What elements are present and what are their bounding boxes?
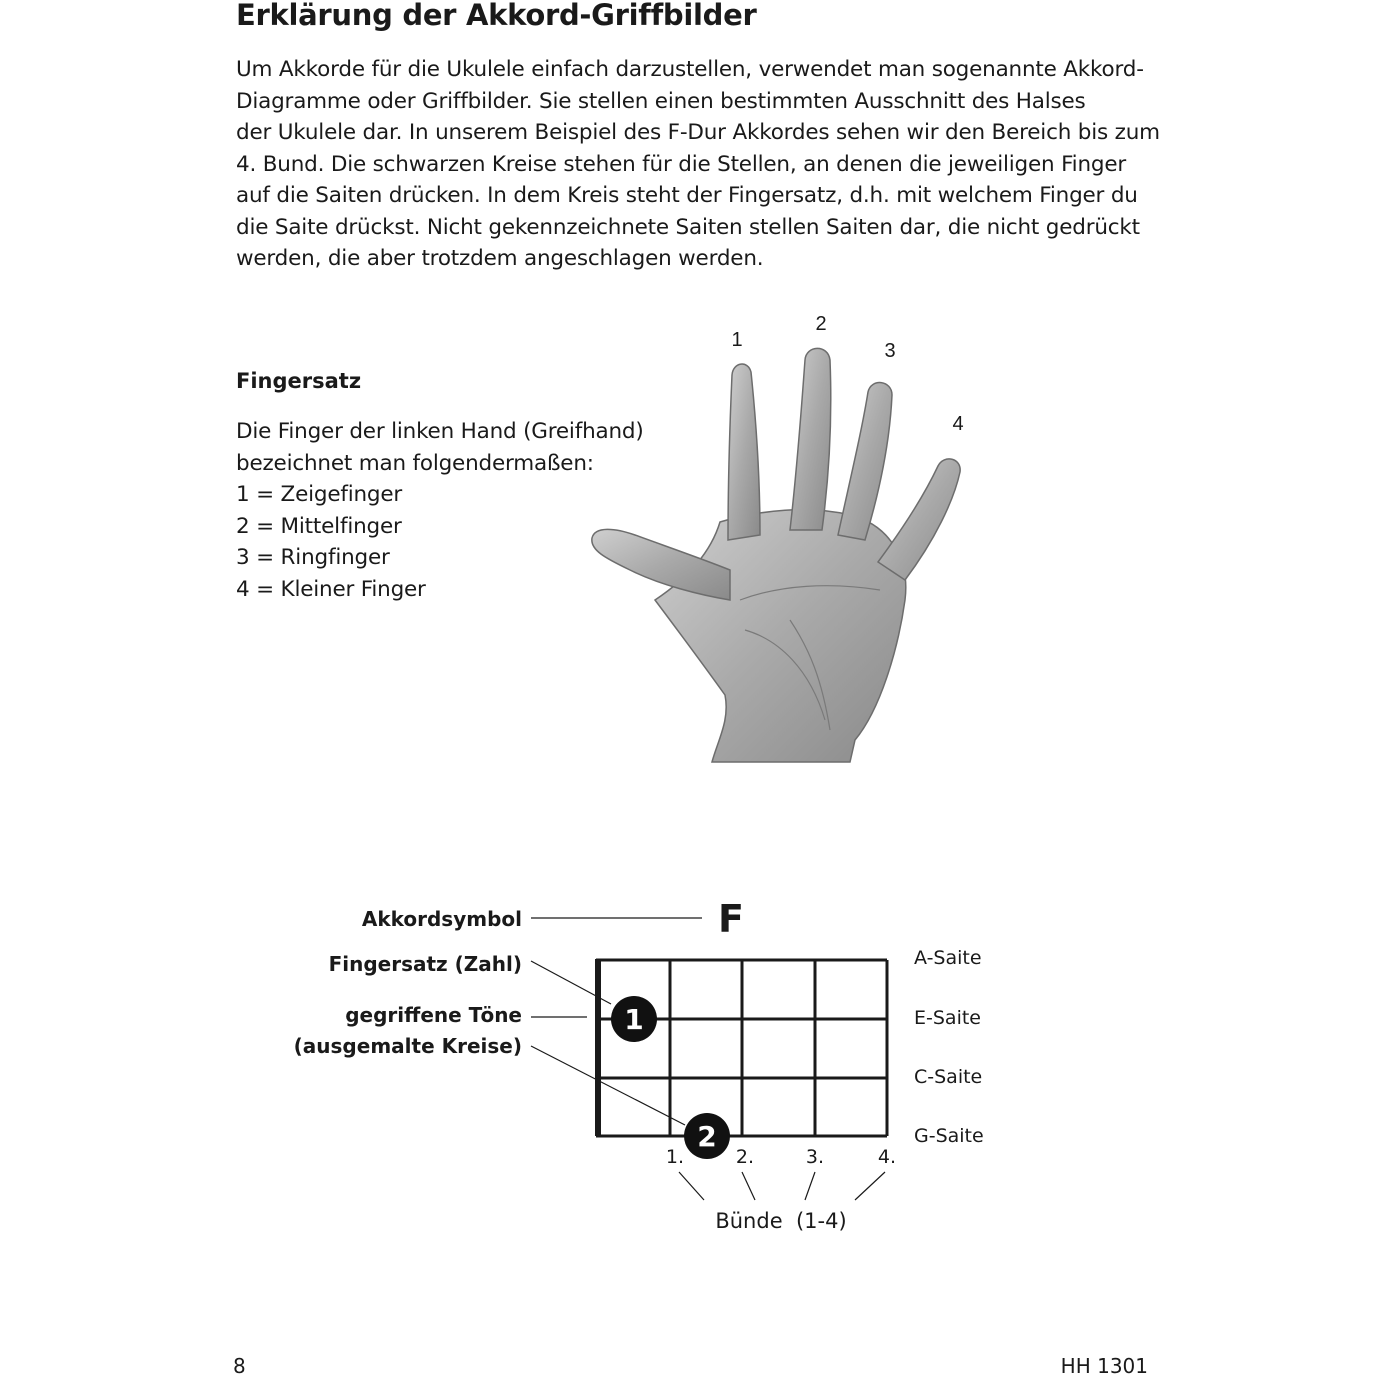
intro-line: 4. Bund. Die schwarzen Kreise stehen für die Stellen, an denen die jeweiligen Finger bbox=[236, 151, 1127, 177]
fretboard bbox=[596, 959, 887, 1136]
hand-label-2: 2 bbox=[815, 313, 827, 335]
intro-line: der Ukulele dar. In unserem Beispiel des F-Dur Akkordes sehen wir den Bereich bis zum bbox=[236, 120, 1160, 145]
finger-dot-2 bbox=[684, 1113, 730, 1159]
fingersatz-line: 2 = Mittelfinger bbox=[236, 513, 402, 539]
page-title: Erklärung der Akkord-Griffbilder bbox=[236, 0, 757, 32]
label-ausgemalte-kreise: (ausgemalte Kreise) bbox=[293, 1034, 522, 1058]
intro-line: die Saite drückst. Nicht gekennzeichnete Saiten stellen Saiten dar, die nicht gedrückt bbox=[236, 214, 1140, 240]
label-fingersatz: Fingersatz (Zahl) bbox=[328, 952, 522, 976]
string-label-c: C-Saite bbox=[914, 1066, 983, 1088]
fingersatz-line: 4 = Kleiner Finger bbox=[236, 576, 426, 602]
hand-illustration bbox=[560, 300, 1000, 770]
fingersatz-line: bezeichnet man folgendermaßen: bbox=[236, 450, 594, 476]
frets-caption: Bünde (1-4) bbox=[715, 1209, 847, 1233]
chord-symbol: F bbox=[718, 897, 744, 941]
page-number: 8 bbox=[233, 1354, 246, 1378]
intro-line: Um Akkorde für die Ukulele einfach darzustellen, verwendet man sogenannte Akkord- bbox=[236, 57, 1144, 82]
hand-shape bbox=[592, 348, 960, 762]
intro-paragraph bbox=[236, 54, 1160, 275]
hand-label-4: 4 bbox=[952, 413, 964, 435]
finger-dot-1-number: 1 bbox=[624, 1003, 644, 1036]
intro-line: Diagramme oder Griffbilder. Sie stellen einen bestimmten Ausschnitt des Halses bbox=[236, 88, 1086, 114]
fingersatz-line: 1 = Zeigefinger bbox=[236, 482, 403, 507]
string-label-e: E-Saite bbox=[914, 1007, 981, 1029]
finger-dot-1 bbox=[611, 996, 657, 1042]
finger-dot-2-number: 2 bbox=[697, 1120, 717, 1153]
label-akkordsymbol: Akkordsymbol bbox=[361, 907, 522, 931]
fingersatz-line: 3 = Ringfinger bbox=[236, 545, 390, 570]
intro-line: werden, die aber trotzdem angeschlagen werden. bbox=[236, 246, 764, 271]
fingersatz-line: Die Finger der linken Hand (Greifhand) bbox=[236, 419, 644, 444]
publication-code: HH 1301 bbox=[1060, 1354, 1148, 1378]
fret-pointer-lines bbox=[679, 1172, 885, 1200]
string-label-g: G-Saite bbox=[914, 1125, 984, 1147]
fret-label-1: 1. bbox=[665, 1146, 685, 1168]
label-gegriffene-toene: gegriffene Töne bbox=[345, 1003, 522, 1027]
chord-diagram bbox=[0, 880, 1377, 1250]
hand-label-1: 1 bbox=[731, 329, 743, 351]
fret-label-2: 2. bbox=[735, 1146, 755, 1168]
intro-line: auf die Saiten drücken. In dem Kreis steht der Fingersatz, d.h. mit welchem Finger du bbox=[236, 183, 1138, 208]
fret-label-4: 4. bbox=[877, 1146, 897, 1168]
fret-label-3: 3. bbox=[805, 1146, 825, 1168]
string-label-a: A-Saite bbox=[914, 947, 982, 969]
hand-label-3: 3 bbox=[884, 340, 896, 362]
fingersatz-heading: Fingersatz bbox=[236, 369, 362, 393]
